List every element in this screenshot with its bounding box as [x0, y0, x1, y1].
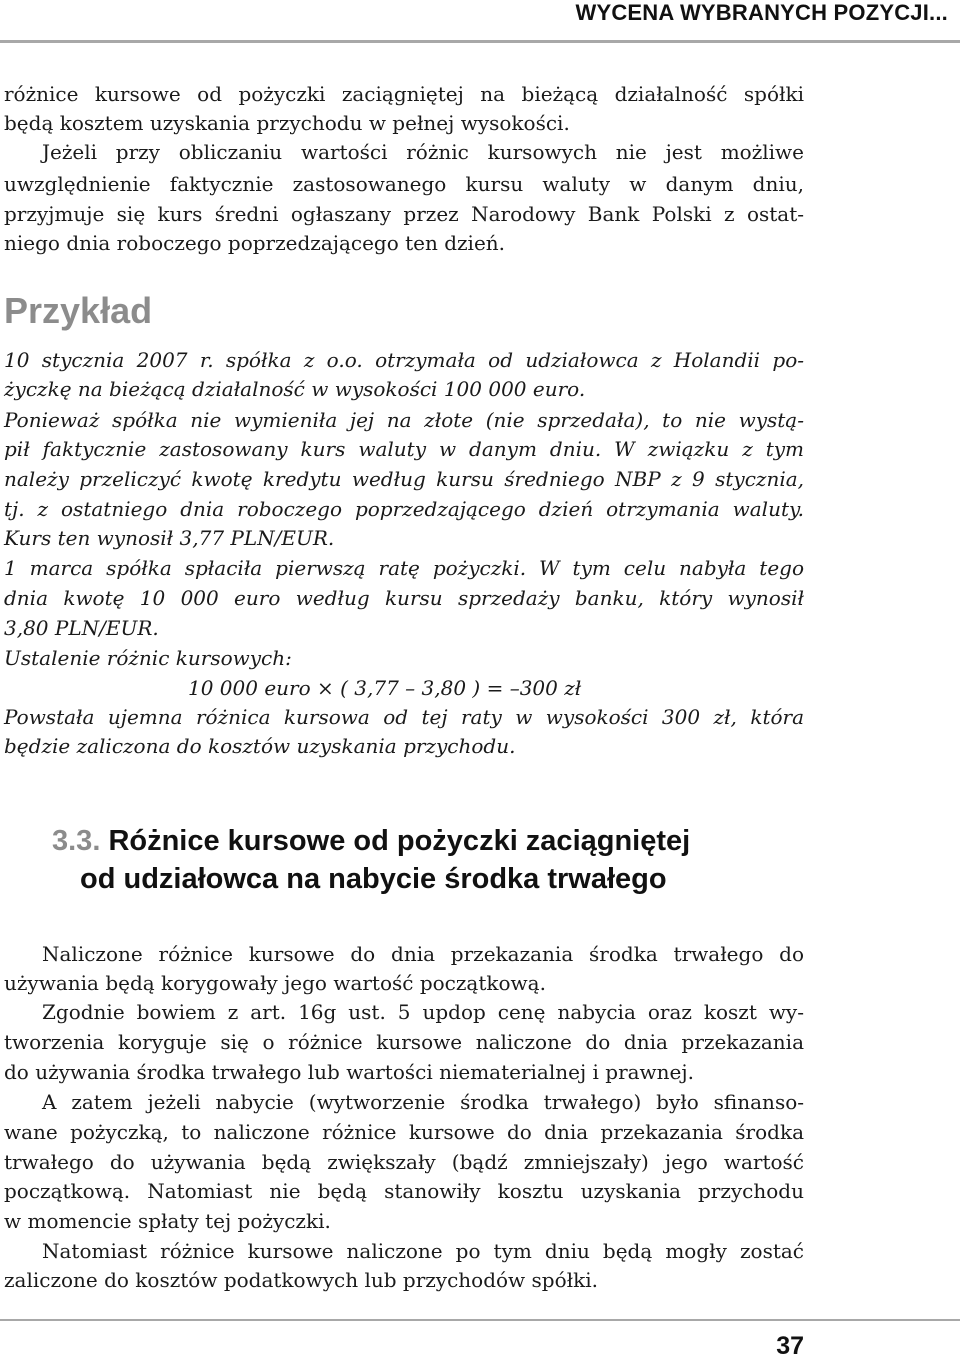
example-line: Kurs ten wynosił 3,77 PLN/EUR.: [4, 526, 335, 550]
header-rule: [0, 40, 960, 43]
text-line: różnice kursowe od pożyczki zaciągniętej na bieżącą działalność spółki: [4, 82, 804, 106]
text-line: wane pożyczką, to naliczone różnice kursowe do dnia przekazania środka: [4, 1120, 804, 1144]
text-line: Jeżeli przy obliczaniu wartości różnic kursowych nie jest możliwe: [42, 140, 804, 164]
text-line: niego dnia roboczego poprzedzającego ten dzień.: [4, 231, 506, 255]
example-line: Ponieważ spółka nie wymieniła jej na złote (nie sprzedała), to nie wystą-: [4, 408, 804, 432]
example-line: 3,80 PLN/EUR.: [4, 616, 159, 640]
section-title-line1: Różnice kursowe od pożyczki zaciągniętej: [108, 825, 691, 857]
exchange-difference-formula: 10 000 euro × ( 3,77 – 3,80 ) = –300 zł: [188, 676, 582, 700]
text-line: używania będą korygowały jego wartość początkową.: [4, 971, 546, 995]
text-line: uwzględnienie faktycznie zastosowanego kursu waluty w danym dniu,: [4, 172, 804, 196]
text-line: Zgodnie bowiem z art. 16g ust. 5 updop cenę nabycia oraz koszt wy-: [42, 1000, 804, 1024]
text-line: A zatem jeżeli nabycie (wytworzenie środka trwałego) było sfinanso-: [42, 1090, 804, 1114]
example-line: Ustalenie różnic kursowych:: [4, 646, 292, 670]
text-line: Natomiast różnice kursowe naliczone po tym dniu będą mogły zostać: [42, 1239, 804, 1263]
example-line: tj. z ostatniego dnia roboczego poprzedzającego dzień otrzymania waluty.: [4, 497, 804, 521]
example-conclusion-line: Powstała ujemna różnica kursowa od tej raty w wysokości 300 zł, która: [4, 705, 804, 729]
example-heading: Przykład: [4, 290, 153, 331]
example-line: 1 marca spółka spłaciła pierwszą ratę pożyczki. W tym celu nabyła tego: [4, 556, 804, 580]
footer-rule: [0, 1319, 960, 1321]
text-line: w momencie spłaty tej pożyczki.: [4, 1209, 331, 1233]
text-line: trwałego do używania będą zwiększały (bądź zmniejszały) jego wartość: [4, 1150, 804, 1174]
example-conclusion-line: będzie zaliczona do kosztów uzyskania przychodu.: [4, 734, 516, 758]
example-line: pił faktycznie zastosowany kurs waluty w danym dniu. W związku z tym: [4, 437, 804, 461]
page-number: 37: [776, 1332, 804, 1360]
text-line: tworzenia koryguje się o różnice kursowe naliczone do dnia przekazania: [4, 1030, 804, 1054]
text-line: do używania środka trwałego lub wartości niematerialnej i prawnej.: [4, 1060, 694, 1084]
text-line: przyjmuje się kurs średni ogłaszany przez Narodowy Bank Polski z ostat-: [4, 202, 804, 226]
section-heading: [52, 823, 690, 859]
text-line: będą kosztem uzyskania przychodu w pełnej wysokości.: [4, 111, 570, 135]
text-line: początkową. Natomiast nie będą stanowiły kosztu uzyskania przychodu: [4, 1179, 804, 1203]
text-line: zaliczone do kosztów podatkowych lub przychodów spółki.: [4, 1268, 598, 1292]
example-line: należy przeliczyć kwotę kredytu według kursu średniego NBP z 9 stycznia,: [4, 467, 804, 491]
example-line: 10 stycznia 2007 r. spółka z o.o. otrzymała od udziałowca z Holandii po-: [4, 348, 804, 372]
text-line: Naliczone różnice kursowe do dnia przekazania środka trwałego do: [42, 942, 804, 966]
running-header-title: WYCENA WYBRANYCH POZYCJI...: [575, 0, 948, 25]
section-number: 3.3.: [52, 825, 101, 857]
section-title-line2: od udziałowca na nabycie środka trwałego: [80, 863, 667, 895]
example-line: życzkę na bieżącą działalność w wysokości 100 000 euro.: [4, 377, 586, 401]
example-line: dnia kwotę 10 000 euro według kursu sprzedaży banku, który wynosił: [4, 586, 804, 610]
